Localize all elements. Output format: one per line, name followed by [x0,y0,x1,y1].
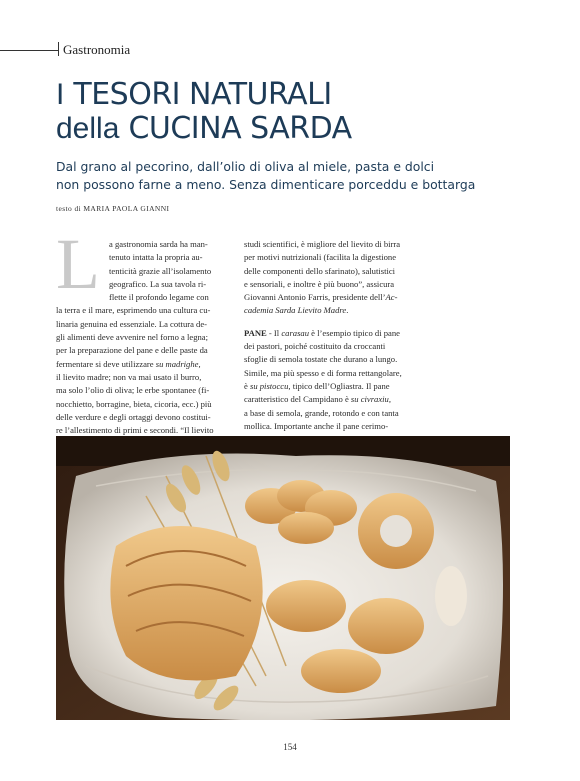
text-line: gli alimenti deve avvenire nel forno a legna; [56,332,209,343]
subtitle-line: non possono farne a meno. Senza dimenticare porceddu e bottarga [56,177,476,192]
text-line: nocchietto, borragine, bieta, cicoria, ecc.) più [56,398,212,409]
large-bread-loaf [110,526,262,681]
page-number: 154 [283,742,297,752]
text-fragment: caratteristico del Campidano è [244,394,351,405]
article-title [56,78,352,146]
text-line: mollica. Importante anche il pane cerimo- [244,420,389,431]
text-line: delle componenti dello sfarinato), salutistici [244,265,396,276]
article-subtitle [56,158,496,194]
title-bold-1: TESORI NATURALI [73,77,332,112]
text-line [244,393,464,406]
text-line: geografico. La sua tavola ri- [109,278,207,289]
text-line: per motivi nutrizionali (facilita la digestione [244,252,397,263]
section-label: Gastronomia [63,42,131,57]
subtitle-line: Dal grano al pecorino, dall’olio di oliva al miele, pasta e dolci [56,159,435,174]
text-line: studi scientifici, è migliore del lievito di birra [244,239,401,249]
text-line: re l’allestimento di primi e secondi. “Il lievito [56,425,214,436]
text-line [244,380,464,393]
text-line: a base di semola, grande, rotondo e con tanta [244,407,399,418]
text-line: flette il profondo legame con [109,292,209,303]
italic-term: su madrighe [155,358,199,369]
text-fragment: è [244,380,250,391]
bread-basket-illustration [56,436,510,720]
text-fragment: , tipico dell’Ogliastra. Il pane [288,380,390,391]
text-line: sfoglie di semola tostate che durano a lungo. [244,354,398,365]
text-fragment: - Il [266,327,282,338]
text-line: per la preparazione del pane e delle paste da [56,345,208,356]
italic-term: cademia Sarda Lievito Madre [244,305,347,316]
text-line: e sensoriali, e inoltre è più buono”, assicura [244,278,395,289]
text-line: ma solo l’olio di oliva; le erbe spontanee (fi- [56,385,210,396]
bread-basket-photo [56,436,510,720]
byline: testo di MARIA PAOLA GIANNI [56,204,170,213]
text-line: fermentare si deve utilizzare su madrighe, [56,358,201,369]
section-rule [0,50,58,51]
text-line: Simile, ma più spesso e di forma rettangolare, [244,367,402,378]
text-line: la terra e il mare, esprimendo una cultura cu- [56,305,211,316]
text-column-right [244,238,464,446]
text-fragment: fermentare si deve utilizzare [56,358,154,369]
text-line: linaria genuina ed essenziale. La cottura de- [56,318,208,329]
paragraph-heading: PANE [244,327,267,338]
italic-term: su pistoccu [249,380,289,391]
title-light-2: della [56,112,120,145]
title-light-1: I [56,78,65,111]
text-line [244,291,464,304]
text-line: a gastronomia sarda ha man- [109,239,208,249]
title-bold-2: CUCINA SARDA [128,111,352,146]
text-line: cademia Sarda Lievito Madre. [244,305,349,316]
text-fragment: è l’esempio tipico di pane [309,327,400,338]
italic-term: Ac- [385,292,398,303]
ring-bread [358,493,434,569]
text-line: tenticità grazie all’isolamento [109,265,212,276]
text-column-left [56,238,272,451]
paragraph-gap [244,318,464,327]
italic-term: carasau [281,327,310,338]
text-fragment: Giovanni Antonio Farris, presidente dell’ [244,292,386,303]
text-line: il lievito madre; non va mai usato il burro, [56,371,202,382]
text-line: tenuto intatta la propria au- [109,252,203,263]
italic-term: su civraxiu, [350,394,392,405]
drop-cap: L [56,224,100,304]
section-tick [58,42,59,56]
text-line: delle verdure e degli ortaggi devono costitui- [56,411,211,422]
text-line [244,327,464,340]
text-line: dei pastori, poiché costituito da croccanti [244,341,386,352]
